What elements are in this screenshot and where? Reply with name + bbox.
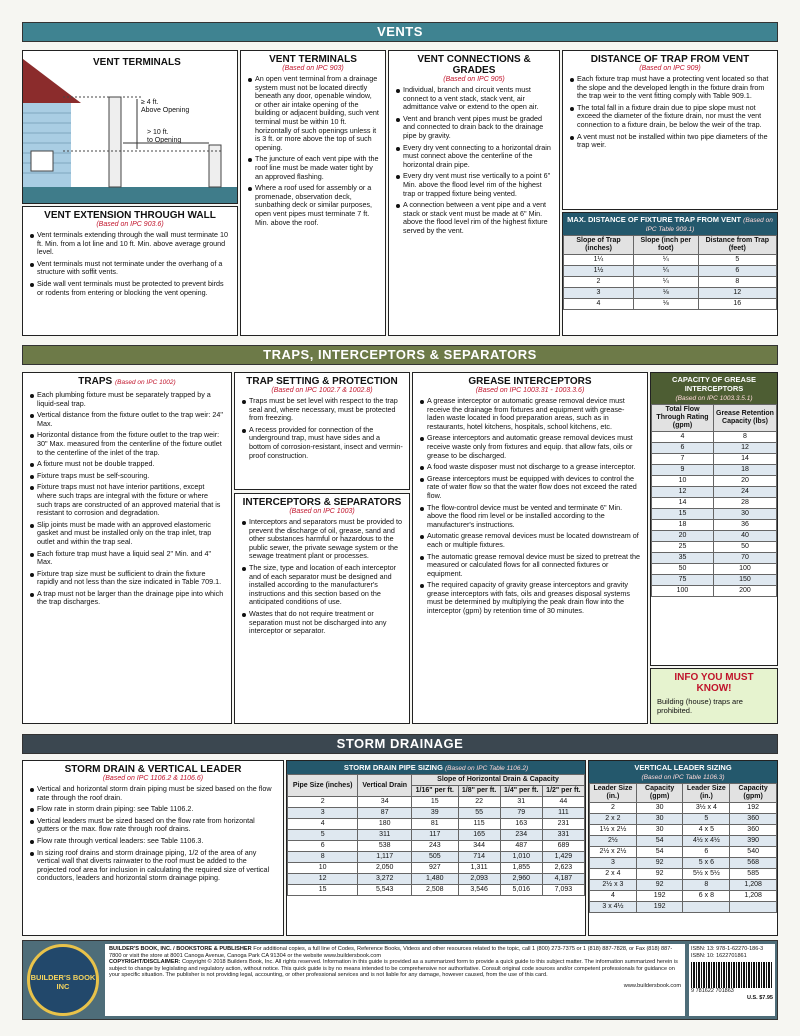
table-cell: 10 bbox=[652, 476, 714, 487]
panel-title: STORM DRAIN & VERTICAL LEADER bbox=[64, 764, 242, 775]
table-cell: 568 bbox=[730, 858, 777, 869]
warning-text: Building (house) traps are prohibited. bbox=[657, 697, 743, 715]
list-item: Vertical and horizontal storm drain piping must be sized based on the flow rate through the roof drain. bbox=[29, 785, 277, 802]
storm-pipe-table-panel bbox=[286, 760, 586, 936]
table-row bbox=[652, 520, 777, 531]
list-item: Individual, branch and circuit vents must connect to a vent stack, stack vent, air admittance valve or extend to the open air. bbox=[395, 86, 553, 112]
table-cell: 2 bbox=[288, 797, 358, 808]
table-cell: 1½ x 2½ bbox=[590, 825, 637, 836]
table-cell: 7,093 bbox=[542, 885, 584, 896]
table-header-cell: Vertical Drain bbox=[358, 775, 412, 797]
bullet-list bbox=[29, 231, 231, 297]
table-cell: 2,623 bbox=[542, 863, 584, 874]
table-row bbox=[652, 487, 777, 498]
traps-panel bbox=[22, 372, 232, 724]
table-cell: 1¼ bbox=[564, 255, 634, 266]
table-cell: 165 bbox=[458, 830, 500, 841]
table-cell: 3 bbox=[564, 288, 634, 299]
list-item: The required capacity of gravity grease interceptors and gravity grease interceptors with fats, oils and greases disposal systems must be determined by multiplying the peak drain flow into the interceptor (gpm) by retention time of 30 minutes. bbox=[419, 581, 641, 615]
list-item: A fixture must not be double trapped. bbox=[29, 460, 225, 469]
table-cell: 3 bbox=[590, 858, 637, 869]
table-cell: 28 bbox=[713, 498, 776, 509]
table-cell: 231 bbox=[542, 819, 584, 830]
bullet-list bbox=[247, 75, 379, 227]
table-cell: 360 bbox=[730, 825, 777, 836]
table-row bbox=[288, 841, 585, 852]
list-item: A connection between a vent pipe and a vent stack or stack vent must be made at 6" Min. above the flood level rim of the highest fixture served by the vent. bbox=[395, 201, 553, 235]
table-cell: 18 bbox=[652, 520, 714, 531]
panel-subtitle: (Based on IPC 903) bbox=[282, 65, 344, 72]
table-cell: 5,543 bbox=[358, 885, 412, 896]
table-cell: 714 bbox=[458, 852, 500, 863]
footer-text: BUILDER'S BOOK, INC. / BOOKSTORE & PUBLISHER For additional copies, a full line of Codes, Reference Books, Videos and other resources related to the topic, call 1 (800) 273-7375 or 1 (818) 887-7828, or Fax (818) 887-7800 or visit the store at 8001 Canoga Avenue, Canoga Park CA 91304 or the website www.buildersbook.com COPYRIGHT/DISCLAIMER: Copyright © 2018 Builders Book, Inc. All rights reserved. Information in this guide is provided as a summarized form to provide a quick guide to this subject matter. The information summarized herein is subject to change by legislating and regulatory action, without notice. This quick guide is by no means intended to be comprehensive nor authoritative. Consult original code sources and/or competent professionals for guidance on your specific situation. The publisher is not providing legal, accounting, or other professional services and is not liable for any damage, however caused, from the use of this card. www.buildersbook.com bbox=[105, 944, 685, 1016]
table-row bbox=[590, 814, 777, 825]
table-cell: 3 x 4½ bbox=[590, 902, 637, 913]
table-cell: 2,960 bbox=[500, 874, 542, 885]
vent-terminals-panel bbox=[240, 50, 386, 336]
table-cell: 1½ bbox=[564, 266, 634, 277]
list-item: Fixture traps must be self-scouring. bbox=[29, 472, 225, 481]
table-cell: 5 bbox=[288, 830, 358, 841]
table-cell: 35 bbox=[652, 553, 714, 564]
table-cell: 10 bbox=[288, 863, 358, 874]
table-cell: 2,508 bbox=[412, 885, 459, 896]
table-row bbox=[590, 825, 777, 836]
table-cell: 163 bbox=[500, 819, 542, 830]
list-item: Traps must be set level with respect to the trap seal and, where necessary, must be protected from freezing. bbox=[241, 397, 403, 423]
info-warning-panel bbox=[650, 668, 778, 724]
vent-extension-panel bbox=[22, 206, 238, 336]
table-row bbox=[590, 902, 777, 913]
table-cell: 44 bbox=[542, 797, 584, 808]
table-cell: 3½ x 4 bbox=[683, 803, 730, 814]
diagram-title: VENT TERMINALS bbox=[93, 57, 181, 68]
table-cell: ¼ bbox=[634, 277, 699, 288]
diagram-label-above: ≥ 4 ft. Above Opening bbox=[141, 99, 190, 114]
table-cell: 1,429 bbox=[542, 852, 584, 863]
table-cell: 9 bbox=[652, 465, 714, 476]
table-cell: 6 bbox=[652, 443, 714, 454]
builders-book-logo: BUILDER'S BOOK INC bbox=[27, 944, 99, 1016]
table-cell: 22 bbox=[458, 797, 500, 808]
table-cell: 1,208 bbox=[730, 880, 777, 891]
list-item: Where a roof used for assembly or a promenade, observation deck, sunbathing deck or similar purposes, open vent pipes must terminate 7 ft. Min. above the roof. bbox=[247, 184, 379, 227]
table-cell: 2 bbox=[564, 277, 634, 288]
table-cell: 6 x 8 bbox=[683, 891, 730, 902]
table-cell: 3,272 bbox=[358, 874, 412, 885]
table-cell: 585 bbox=[730, 869, 777, 880]
list-item: In sizing roof drains and storm drainage piping, 1/2 of the area of any vertical wall that diverts rainwater to the roof must be added to the projected roof area for inclusion in calculating the required size of vertical conductors, leaders and horizontal storm drainage piping. bbox=[29, 849, 277, 883]
table-header-cell: Distance from Trap (feet) bbox=[698, 236, 776, 255]
table-cell bbox=[683, 902, 730, 913]
isbn-block: ISBN: 13: 978-1-62270-186-3 ISBN: 10: 1622701861 9 781622 701863 U.S. $7.95 bbox=[689, 944, 775, 1016]
table-cell: 5½ x 5½ bbox=[683, 869, 730, 880]
panel-subtitle: (Based on IPC 1106.2 & 1106.6) bbox=[102, 775, 204, 782]
table-cell: 5,016 bbox=[500, 885, 542, 896]
table-cell: 2 bbox=[590, 803, 637, 814]
table-row bbox=[652, 454, 777, 465]
website-link[interactable]: www.buildersbook.com bbox=[623, 982, 681, 989]
max-distance-table-panel bbox=[562, 212, 778, 336]
table-cell: 243 bbox=[412, 841, 459, 852]
panel-title: VENT EXTENSION THROUGH WALL bbox=[44, 210, 216, 221]
table-cell bbox=[730, 902, 777, 913]
list-item: Wastes that do not require treatment or separation must not be discharged into any interceptor or separator. bbox=[241, 610, 403, 636]
table-cell: 1,855 bbox=[500, 863, 542, 874]
table-cell: 15 bbox=[288, 885, 358, 896]
table-header-cell: Total Flow Through Rating (gpm) bbox=[652, 405, 714, 432]
table-cell: 100 bbox=[652, 586, 714, 597]
table-cell: 8 bbox=[683, 880, 730, 891]
list-item: Vertical distance from the fixture outlet to the trap weir: 24" Max. bbox=[29, 411, 225, 428]
grease-interceptors-panel bbox=[412, 372, 648, 724]
table-cell: 234 bbox=[500, 830, 542, 841]
list-item: Side wall vent terminals must be protected to prevent birds or rodents from entering or blocking the vent opening. bbox=[29, 280, 231, 297]
capacity-table-panel bbox=[650, 372, 778, 666]
table-cell: 2,050 bbox=[358, 863, 412, 874]
table-row bbox=[652, 564, 777, 575]
table-cell: 192 bbox=[730, 803, 777, 814]
table-row bbox=[652, 586, 777, 597]
table-cell: 5 bbox=[698, 255, 776, 266]
table-cell: 12 bbox=[698, 288, 776, 299]
panel-title: TRAP SETTING & PROTECTION bbox=[246, 376, 398, 387]
table-cell: 4 bbox=[288, 819, 358, 830]
table-row bbox=[652, 476, 777, 487]
table-cell: 12 bbox=[713, 443, 776, 454]
table-row bbox=[564, 266, 777, 277]
table-cell: 75 bbox=[652, 575, 714, 586]
list-item: The automatic grease removal device must be sized to pretreat the measured or calculated flows for all connected fixtures or equipment. bbox=[419, 553, 641, 579]
table-cell: 150 bbox=[713, 575, 776, 586]
table-row bbox=[590, 858, 777, 869]
warning-title: INFO YOU MUST KNOW! bbox=[674, 672, 754, 694]
table-row bbox=[288, 830, 585, 841]
table-cell: 30 bbox=[636, 825, 683, 836]
footer bbox=[22, 940, 778, 1020]
table-title: STORM DRAIN PIPE SIZING (Based on IPC Table 1106.2) bbox=[287, 761, 585, 774]
table-row bbox=[564, 299, 777, 310]
table-row bbox=[288, 819, 585, 830]
table-cell: 55 bbox=[458, 808, 500, 819]
table-cell: 6 bbox=[288, 841, 358, 852]
table-cell: 538 bbox=[358, 841, 412, 852]
list-item: Each fixture trap must have a liquid seal 2" Min. and 4" Max. bbox=[29, 550, 225, 567]
table-cell: 81 bbox=[412, 819, 459, 830]
table-cell: 3,546 bbox=[458, 885, 500, 896]
table-row bbox=[590, 836, 777, 847]
table-cell: 6 bbox=[683, 847, 730, 858]
table-cell: 4 bbox=[652, 432, 714, 443]
vertical-leader-table-panel bbox=[588, 760, 778, 936]
storm-section-header: STORM DRAINAGE bbox=[22, 734, 778, 754]
table-row bbox=[652, 575, 777, 586]
table-cell: 70 bbox=[713, 553, 776, 564]
table-cell: 2 x 2 bbox=[590, 814, 637, 825]
table-header-cell: Pipe Size (inches) bbox=[288, 775, 358, 797]
table-cell: 360 bbox=[730, 814, 777, 825]
table-row bbox=[288, 885, 585, 896]
table-cell: 25 bbox=[652, 542, 714, 553]
table-row bbox=[288, 797, 585, 808]
table-cell: 540 bbox=[730, 847, 777, 858]
table-header-cell: 1/8" per ft. bbox=[458, 786, 500, 797]
table-cell: 4 bbox=[564, 299, 634, 310]
storm-pipe-table: Pipe Size (inches) Vertical Drain Slope of Horizontal Drain & Capacity 1/16" per ft. 1/8" per ft. 1/4" per ft. 1/2" per ft. 2 34 15 22 31 44 3 87 39 55 79 111 4 180 81 115 163 231 5 311 117 165 234 331 6 538 243 344 487 689 8 1,117 505 714 1,010 1,429 10 2,050 927 1,311 1,855 2,623 12 3,272 1,480 2,093 2,960 4,187 15 5,543 2,508 3,546 5,016 7,093 bbox=[287, 774, 585, 896]
list-item: Slip joints must be made with an approved elastomeric gasket and must be installed only on the trap inlet, trap outlet and within the trap seal. bbox=[29, 521, 225, 547]
panel-subtitle: (Based on IPC 1003.31 - 1003.3.6) bbox=[475, 387, 585, 394]
table-cell: ¼ bbox=[634, 266, 699, 277]
table-cell: ¼ bbox=[634, 255, 699, 266]
table-cell: 30 bbox=[636, 814, 683, 825]
list-item: Every dry vent must rise vertically to a point 6" Min. above the flood level rim of the highest trap or trapped fixture being vented. bbox=[395, 172, 553, 198]
table-row bbox=[590, 891, 777, 902]
table-cell: 689 bbox=[542, 841, 584, 852]
table-cell: 2½ x 2½ bbox=[590, 847, 637, 858]
table-cell: 192 bbox=[636, 891, 683, 902]
table-header-cell: 1/4" per ft. bbox=[500, 786, 542, 797]
table-cell: 92 bbox=[636, 880, 683, 891]
list-item: Flow rate in storm drain piping: see Table 1106.2. bbox=[29, 805, 277, 814]
table-cell: 34 bbox=[358, 797, 412, 808]
table-cell: 331 bbox=[542, 830, 584, 841]
table-title: CAPACITY OF GREASE INTERCEPTORS (Based on IPC 1003.3.5.1) bbox=[651, 373, 777, 404]
table-cell: ⅛ bbox=[634, 288, 699, 299]
list-item: Vent terminals extending through the wall must terminate 10 ft. Min. from a lot line and 10 ft. Min. above average ground level. bbox=[29, 231, 231, 257]
table-cell: 311 bbox=[358, 830, 412, 841]
table-cell: 505 bbox=[412, 852, 459, 863]
list-item: Flow rate through vertical leaders: see Table 1106.3. bbox=[29, 837, 277, 846]
table-title: MAX. DISTANCE OF FIXTURE TRAP FROM VENT (Based on IPC Table 909.1) bbox=[563, 213, 777, 235]
panel-title: TRAPS (Based on IPC 1002) bbox=[78, 376, 176, 387]
table-cell: 487 bbox=[500, 841, 542, 852]
table-cell: 2½ bbox=[590, 836, 637, 847]
table-header-cell: Grease Retention Capacity (lbs) bbox=[713, 405, 776, 432]
list-item: Interceptors and separators must be provided to prevent the discharge of oil, grease, sand and other substances harmful or hazardous to the public sewer, the private sewage system or the sewage treatment plant or processes. bbox=[241, 518, 403, 561]
interceptors-panel bbox=[234, 493, 410, 724]
list-item: Each plumbing fixture must be separately trapped by a liquid-seal trap. bbox=[29, 391, 225, 408]
list-item: Grease interceptors must be equipped with devices to control the rate of water flow so that the water flow does not exceed the rated flow. bbox=[419, 475, 641, 501]
vents-section-header: VENTS bbox=[22, 22, 778, 42]
table-title: VERTICAL LEADER SIZING (Based on IPC Table 1106.3) bbox=[589, 761, 777, 783]
table-cell: 5 bbox=[683, 814, 730, 825]
table-cell: 100 bbox=[713, 564, 776, 575]
panel-title: INTERCEPTORS & SEPARATORS bbox=[242, 497, 402, 508]
panel-subtitle: (Based on IPC 903.6) bbox=[96, 221, 164, 228]
list-item: Fixture trap size must be sufficient to drain the fixture rapidly and not less than the size indicated in Table 709.1. bbox=[29, 570, 225, 587]
table-cell: ⅛ bbox=[634, 299, 699, 310]
table-cell: 3 bbox=[288, 808, 358, 819]
panel-subtitle: (Based on IPC 905) bbox=[443, 76, 505, 83]
list-item: The size, type and location of each interceptor and of each separator must be designed and installed according to the manufacturer's instructions and this section based on the anticipated conditions of use. bbox=[241, 564, 403, 607]
storm-drain-panel bbox=[22, 760, 284, 936]
table-cell: 2½ x 3 bbox=[590, 880, 637, 891]
table-cell: 1,117 bbox=[358, 852, 412, 863]
table-cell: 2,093 bbox=[458, 874, 500, 885]
list-item: A food waste disposer must not discharge to a grease interceptor. bbox=[419, 463, 641, 472]
table-row bbox=[564, 255, 777, 266]
table-cell: 87 bbox=[358, 808, 412, 819]
table-row bbox=[652, 542, 777, 553]
panel-title: GREASE INTERCEPTORS bbox=[468, 376, 592, 387]
table-cell: 2 x 4 bbox=[590, 869, 637, 880]
table-cell: 14 bbox=[713, 454, 776, 465]
table-cell: 50 bbox=[713, 542, 776, 553]
diagram-label-to: > 10 ft. to Opening bbox=[147, 129, 182, 144]
table-cell: 92 bbox=[636, 858, 683, 869]
table-cell: 92 bbox=[636, 869, 683, 880]
list-item: The juncture of each vent pipe with the roof line must be made water tight by an approved flashing. bbox=[247, 155, 379, 181]
table-row bbox=[564, 288, 777, 299]
table-cell: 24 bbox=[713, 487, 776, 498]
panel-title: VENT CONNECTIONS & GRADES bbox=[417, 54, 531, 76]
table-cell: 390 bbox=[730, 836, 777, 847]
table-cell: 18 bbox=[713, 465, 776, 476]
list-item: An open vent terminal from a drainage system must not be located directly beneath any door, openable window, or other air intake opening of the building or adjacent building, such vent terminal must be within 10 ft. horizontally of such openings unless it is 3 ft. or more above the top of such opening. bbox=[247, 75, 379, 152]
trap-setting-panel bbox=[234, 372, 410, 490]
table-cell: 6 bbox=[698, 266, 776, 277]
table-cell: 4,187 bbox=[542, 874, 584, 885]
table-row bbox=[652, 531, 777, 542]
table-cell: 54 bbox=[636, 836, 683, 847]
table-cell: 192 bbox=[636, 902, 683, 913]
panel-subtitle: (Based on IPC 909) bbox=[639, 65, 701, 72]
table-cell: 927 bbox=[412, 863, 459, 874]
table-header-cell: Leader Size (in.) bbox=[683, 784, 730, 803]
table-cell: 20 bbox=[713, 476, 776, 487]
table-cell: 1,010 bbox=[500, 852, 542, 863]
table-cell: 200 bbox=[713, 586, 776, 597]
panel-subtitle: (Based on IPC 1003) bbox=[289, 508, 355, 515]
table-cell: 36 bbox=[713, 520, 776, 531]
table-row bbox=[288, 874, 585, 885]
bullet-list bbox=[241, 397, 403, 460]
table-cell: 30 bbox=[713, 509, 776, 520]
table-cell: 1,311 bbox=[458, 863, 500, 874]
table-cell: 4 bbox=[590, 891, 637, 902]
table-header-cell: 1/2" per ft. bbox=[542, 786, 584, 797]
list-item: A vent must not be installed within two pipe diameters of the trap weir. bbox=[569, 133, 771, 150]
table-row bbox=[564, 277, 777, 288]
table-cell: 8 bbox=[713, 432, 776, 443]
distance-trap-panel bbox=[562, 50, 778, 210]
table-cell: 40 bbox=[713, 531, 776, 542]
table-cell: 54 bbox=[636, 847, 683, 858]
bullet-list bbox=[395, 86, 553, 236]
table-cell: 12 bbox=[288, 874, 358, 885]
table-cell: 111 bbox=[542, 808, 584, 819]
table-cell: 117 bbox=[412, 830, 459, 841]
table-row bbox=[288, 852, 585, 863]
table-cell: 344 bbox=[458, 841, 500, 852]
table-cell: 5 x 6 bbox=[683, 858, 730, 869]
list-item: Vent terminals must not terminate under the overhang of a structure with soffit vents. bbox=[29, 260, 231, 277]
list-item: Each fixture trap must have a protecting vent located so that the slope and the developed length in the fixture drain from the trap weir to the vent fitting comply with Table 909.1. bbox=[569, 75, 771, 101]
table-cell: 1,480 bbox=[412, 874, 459, 885]
table-cell: 79 bbox=[500, 808, 542, 819]
panel-title: DISTANCE OF TRAP FROM VENT bbox=[590, 54, 750, 65]
table-row bbox=[590, 803, 777, 814]
table-cell: 15 bbox=[652, 509, 714, 520]
table-cell: 16 bbox=[698, 299, 776, 310]
panel-title: VENT TERMINALS bbox=[269, 54, 357, 65]
capacity-table bbox=[651, 404, 777, 597]
list-item: The flow-control device must be vented and terminate 6" Min. above the flood rim level or be installed according to the manufacturer's instructions. bbox=[419, 504, 641, 530]
bullet-list bbox=[29, 391, 225, 607]
barcode bbox=[691, 962, 773, 988]
table-header-cell: Leader Size (in.) bbox=[590, 784, 637, 803]
table-cell: 7 bbox=[652, 454, 714, 465]
table-row bbox=[652, 509, 777, 520]
table-header-cell: Slope of Trap (inches) bbox=[564, 236, 634, 255]
table-cell: 39 bbox=[412, 808, 459, 819]
table-cell: 4 x 5 bbox=[683, 825, 730, 836]
list-item: A trap must not be larger than the drainage pipe into which the trap discharges. bbox=[29, 590, 225, 607]
vent-terminal-diagram bbox=[23, 51, 237, 203]
list-item: Horizontal distance from the fixture outlet to the trap weir: 30" Max. measured from the centerline of the fixture outlet to the centerline of the inlet of the trap. bbox=[29, 431, 225, 457]
bullet-list bbox=[241, 518, 403, 636]
table-cell: 12 bbox=[652, 487, 714, 498]
table-header-cell: 1/16" per ft. bbox=[412, 786, 459, 797]
bullet-list bbox=[419, 397, 641, 616]
list-item: Automatic grease removal devices must be located downstream of each or multiple fixtures. bbox=[419, 532, 641, 549]
bullet-list bbox=[569, 75, 771, 150]
table-header-cell: Capacity (gpm) bbox=[730, 784, 777, 803]
vent-connections-panel bbox=[388, 50, 560, 336]
table-row bbox=[652, 465, 777, 476]
table-header-cell: Capacity (gpm) bbox=[636, 784, 683, 803]
table-row bbox=[652, 443, 777, 454]
list-item: Vent and branch vent pipes must be graded and connected to drain back to the drainage pipe by gravity. bbox=[395, 115, 553, 141]
table-header-cell: Slope (inch per foot) bbox=[634, 236, 699, 255]
vertical-leader-table bbox=[589, 783, 777, 913]
list-item: Grease interceptors and automatic grease removal devices must receive waste only from fixtures and equip. that allow fats, oils or grease to be discharged. bbox=[419, 434, 641, 460]
table-row bbox=[652, 553, 777, 564]
panel-subtitle: (Based on IPC 1002.7 & 1002.8) bbox=[271, 387, 373, 394]
table-row bbox=[590, 880, 777, 891]
table-row bbox=[652, 432, 777, 443]
table-row bbox=[590, 869, 777, 880]
max-distance-table bbox=[563, 235, 777, 310]
bullet-list bbox=[29, 785, 277, 883]
list-item: Vertical leaders must be sized based on the flow rate from horizontal gutters or the max. flow rate through roof drains. bbox=[29, 817, 277, 834]
list-item: A recess provided for connection of the underground trap, must have sides and a bottom of corrosion-resistant, insect and vermin-proof construction. bbox=[241, 426, 403, 460]
table-row bbox=[590, 847, 777, 858]
table-cell: 20 bbox=[652, 531, 714, 542]
table-cell: 31 bbox=[500, 797, 542, 808]
table-cell: 8 bbox=[698, 277, 776, 288]
table-cell: 50 bbox=[652, 564, 714, 575]
table-row bbox=[652, 498, 777, 509]
table-cell: 180 bbox=[358, 819, 412, 830]
table-row bbox=[288, 863, 585, 874]
list-item: The total fall in a fixture drain due to pipe slope must not exceed the diameter of the fixture drain, nor must the vent connection to a fixture drain, be below the weir of the trap. bbox=[569, 104, 771, 130]
traps-section-header: TRAPS, INTERCEPTORS & SEPARATORS bbox=[22, 345, 778, 365]
list-item: Fixture traps must not have interior partitions, except where such traps are integral with the fixture or where such traps are constructed of an approved material that is resistant to corrosion and degradation. bbox=[29, 483, 225, 517]
table-row bbox=[288, 808, 585, 819]
list-item: A grease interceptor or automatic grease removal device must receive the drainage from fixtures and equipment with grease-laden waste located in food preparation areas, such as in restaurants, hotel kitchens, hospitals, school kitchens, etc. bbox=[419, 397, 641, 431]
vent-terminals-diagram-panel bbox=[22, 50, 238, 204]
table-cell: 15 bbox=[412, 797, 459, 808]
table-cell: 1,208 bbox=[730, 891, 777, 902]
table-cell: 8 bbox=[288, 852, 358, 863]
table-cell: 14 bbox=[652, 498, 714, 509]
table-cell: 30 bbox=[636, 803, 683, 814]
table-cell: 115 bbox=[458, 819, 500, 830]
table-cell: 4½ x 4½ bbox=[683, 836, 730, 847]
list-item: Every dry vent connecting to a horizontal drain must connect above the centerline of the horizontal drain pipe. bbox=[395, 144, 553, 170]
